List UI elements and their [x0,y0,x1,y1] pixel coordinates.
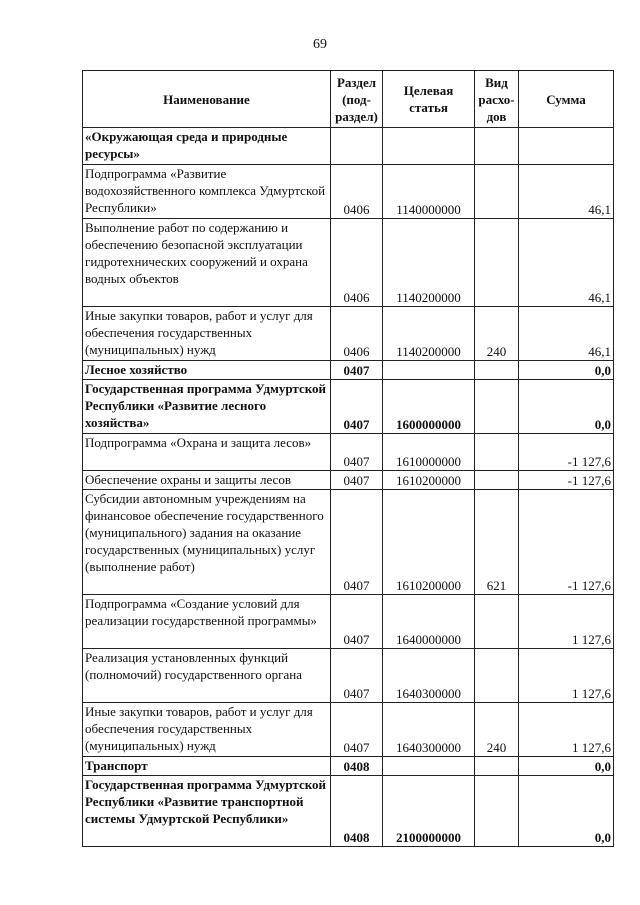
table-row [83,757,614,776]
table-row [83,649,614,703]
table-row [83,703,614,757]
table-header-row [83,71,614,128]
table-row [83,434,614,471]
row-type: 240 [475,307,519,361]
row-target: 1640300000 [383,649,475,703]
row-section: 0407 [331,361,383,380]
row-type [475,649,519,703]
row-target [383,757,475,776]
row-name: Подпрограмма «Создание условий для реализации государственной программы» [83,595,331,649]
table-row [83,219,614,307]
row-amount: -1 127,6 [519,471,614,490]
row-section: 0406 [331,307,383,361]
row-name: Выполнение работ по содержанию и обеспечению безопасной эксплуатации гидротехнических сооружений и охрана водных объектов [83,219,331,307]
row-name: Подпрограмма «Развитие водохозяйственного комплекса Удмуртской Республики» [83,165,331,219]
row-section: 0406 [331,165,383,219]
row-type [475,165,519,219]
row-amount: 0,0 [519,380,614,434]
row-name: Иные закупки товаров, работ и услуг для обеспечения государственных (муниципальных) нужд [83,307,331,361]
row-target: 1140000000 [383,165,475,219]
header-expense-type: Вид расхо-дов [475,71,519,128]
row-target [383,361,475,380]
header-target: Целевая статья [383,71,475,128]
row-section: 0407 [331,595,383,649]
row-amount: -1 127,6 [519,490,614,595]
row-section: 0408 [331,776,383,847]
row-target: 1610200000 [383,471,475,490]
row-amount: 46,1 [519,165,614,219]
row-name: Транспорт [83,757,331,776]
row-section: 0406 [331,219,383,307]
row-name: Реализация установленных функций (полномочий) государственного органа [83,649,331,703]
table-row [83,776,614,847]
table-row [83,380,614,434]
row-amount: -1 127,6 [519,434,614,471]
table-row [83,490,614,595]
row-name: Субсидии автономным учреждениям на финансовое обеспечение государственного (муниципального) задания на оказание государственных (муниципальных) услуг (выполнение работ) [83,490,331,595]
page-number: 69 [313,37,327,52]
row-section: 0407 [331,380,383,434]
row-name: Лесное хозяйство [83,361,331,380]
table-row [83,595,614,649]
row-name: Обеспечение охраны и защиты лесов [83,471,331,490]
row-target: 1610000000 [383,434,475,471]
row-target: 1640000000 [383,595,475,649]
row-target: 1610200000 [383,490,475,595]
row-target: 1140200000 [383,219,475,307]
row-section: 0407 [331,490,383,595]
row-name: Государственная программа Удмуртской Республики «Развитие лесного хозяйства» [83,380,331,434]
row-target: 1640300000 [383,703,475,757]
table-row [83,361,614,380]
row-section: 0407 [331,471,383,490]
row-section: 0407 [331,434,383,471]
row-type [475,757,519,776]
budget-table [82,70,614,847]
header-section: Раздел (под-раздел) [331,71,383,128]
row-amount: 1 127,6 [519,649,614,703]
table-row [83,471,614,490]
row-target: 1600000000 [383,380,475,434]
row-name: Иные закупки товаров, работ и услуг для обеспечения государственных (муниципальных) нужд [83,703,331,757]
row-amount: 46,1 [519,307,614,361]
row-type [475,219,519,307]
row-type: 240 [475,703,519,757]
row-type [475,595,519,649]
row-target: 2100000000 [383,776,475,847]
row-amount [519,128,614,165]
row-type [475,776,519,847]
row-type [475,380,519,434]
row-amount: 1 127,6 [519,595,614,649]
row-amount: 46,1 [519,219,614,307]
row-type [475,434,519,471]
row-section: 0408 [331,757,383,776]
row-section: 0407 [331,649,383,703]
table-row [83,307,614,361]
header-amount: Сумма [519,71,614,128]
row-target: 1140200000 [383,307,475,361]
row-type [475,361,519,380]
row-type [475,128,519,165]
row-amount: 0,0 [519,757,614,776]
row-name: «Окружающая среда и природные ресурсы» [83,128,331,165]
row-amount: 0,0 [519,361,614,380]
header-name: Наименование [83,71,331,128]
row-target [383,128,475,165]
table-row [83,165,614,219]
table-row [83,128,614,165]
row-type [475,471,519,490]
row-name: Государственная программа Удмуртской Республики «Развитие транспортной системы Удмуртской Республики» [83,776,331,847]
row-section [331,128,383,165]
row-amount: 1 127,6 [519,703,614,757]
row-amount: 0,0 [519,776,614,847]
row-section: 0407 [331,703,383,757]
row-name: Подпрограмма «Охрана и защита лесов» [83,434,331,471]
row-type: 621 [475,490,519,595]
